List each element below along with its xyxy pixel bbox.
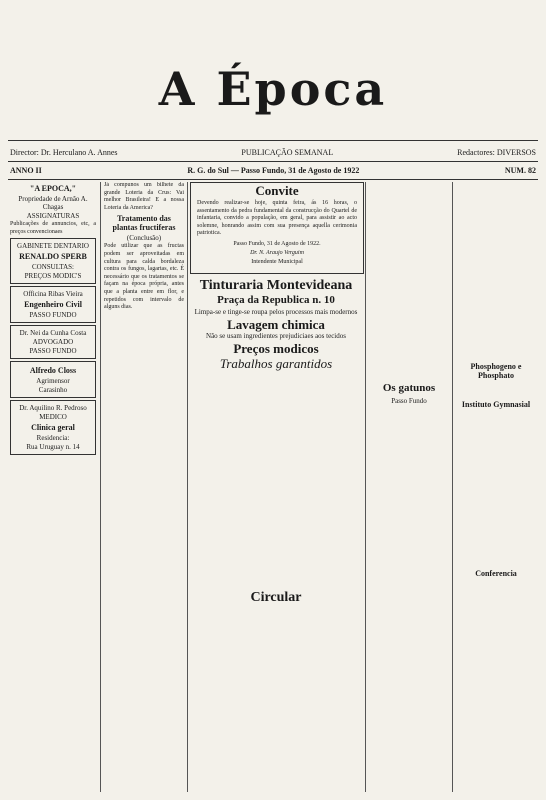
ad-doctor (10, 400, 96, 455)
gabinete: GABINETE DENTARIO (17, 242, 89, 251)
masthead-info (10, 148, 536, 160)
adv-role: ADVOGADO (32, 338, 74, 347)
medico: Dr. Aquilino R. Pedroso (19, 404, 87, 413)
anno: ANNO II (10, 166, 42, 175)
newspaper-title: A Época (158, 62, 388, 116)
circular-title: Circular (250, 590, 302, 605)
passo-fundo-2: PASSO FUNDO (29, 347, 77, 356)
column-divider (100, 182, 101, 792)
convite-box (190, 182, 364, 274)
publication-type: PUBLICAÇÃO SEMANAL (241, 148, 334, 157)
tratamento-sub: (Conclusão) (126, 234, 162, 243)
agrimensor: Agrimensor (36, 377, 70, 386)
consultas: CONSULTAS: (32, 263, 74, 272)
divider (8, 140, 538, 141)
tratamento-body: Pode utilizar que as fructas podem ser aproveitadas em cultura para calda bordaleza contra os fungos, lagartas, etc. É necessário que os tratamentos se façam na época própria, antes que a planta entre em flor, e repetidos com intervalo de alguns dias. (104, 243, 184, 311)
masthead (0, 0, 546, 140)
column-divider (365, 182, 366, 792)
numero: NUM. 82 (504, 166, 536, 175)
masthead-info-2 (10, 166, 536, 178)
convite-sign: Dr. N. Araujo Verguim (250, 249, 304, 256)
circular-block (190, 590, 362, 610)
column-5 (456, 182, 536, 794)
convite-title: Convite (255, 183, 299, 198)
ad-surveyor (10, 361, 96, 398)
officina: Officina Ribas Vieira (23, 290, 83, 299)
director: Director: Dr. Herculano A. Annes (10, 148, 118, 157)
assinaturas: ASSIGNATURAS (26, 212, 80, 220)
tinturaria-line5: Trabalhos garantidos (219, 356, 333, 371)
place-date: R. G. do Sul — Passo Fundo, 31 de Agosto de 1922 (187, 166, 360, 175)
pubs: Publicações de annuncios, etc, a preços convencionaes (10, 221, 96, 235)
tinturaria-name: Tinturaria Montevideana (199, 278, 353, 293)
convite-text: Devendo realizar-se hoje, quinta feira, ás 16 horas, o assentamento da pedra fundamental da construcção do Quartel de infantaria, convido a população, em geral, para assistir ao acto solemne, honrando assim com sua presença aquella cerimonia patriotica. (197, 200, 357, 236)
convite-date: Passo Fundo, 31 de Agosto de 1922. (233, 240, 321, 247)
column-1 (10, 182, 96, 794)
clinica: Clinica geral (31, 423, 75, 433)
engenheiro: Engenheiro Civil (24, 300, 82, 310)
conferencia-title: Conferencia (475, 569, 517, 578)
column-divider (187, 182, 188, 792)
rua: Rua Uruguay n. 14 (26, 443, 80, 452)
intro-text: Já compunos um bilhete da grande Loteria da Crus: Vai melhor Brasileira! E a nossa Loteria da America? (104, 182, 184, 211)
redactores: Redactores: DIVERSOS (457, 148, 536, 157)
tratamento-title: Tratamento das plantas fructiferas (112, 214, 176, 233)
tinturaria-line1: Limpa-se e tinge-se roupa pelos processos mais modernos (194, 308, 358, 316)
phosphato-title: Phosphogeno e Phosphato (470, 362, 522, 380)
dentist-name: RENALDO SPERB (19, 252, 87, 262)
divider (8, 179, 538, 180)
residencia: Residencia: (36, 434, 70, 443)
adv-name: Dr. Nei da Cunha Costa (19, 329, 87, 338)
column-4 (369, 182, 449, 794)
medico-role: MEDICO (39, 413, 67, 422)
convite-role: Intendente Municipal (251, 258, 303, 265)
ad-dentist (10, 238, 96, 284)
ad-engineer (10, 286, 96, 323)
tinturaria-addr: Praça da Republica n. 10 (217, 294, 335, 306)
divider (8, 161, 538, 162)
passo-fundo-1: PASSO FUNDO (29, 311, 77, 320)
instituto-title: Instituto Gymnasial (461, 400, 531, 409)
ads-header: "A EPOCA," (29, 184, 77, 193)
tinturaria-line4: Preços modicos (233, 341, 319, 356)
column-divider (452, 182, 453, 792)
col4-header: Passo Fundo (391, 397, 427, 405)
precos: PREÇOS MODIC'S (24, 272, 82, 281)
ad-lawyer (10, 325, 96, 359)
tinturaria-ad (190, 278, 362, 438)
tinturaria-line2: Lavagem chimica (227, 317, 325, 332)
alfredo: Alfredo Closs (29, 366, 77, 376)
tinturaria-line3: Não se usam ingredientes prejudiciaes aos tecidos (206, 332, 346, 340)
carasinho: Carasinho (38, 386, 68, 395)
column-2 (104, 182, 184, 794)
gatunos-title: Os gatunos (382, 382, 436, 394)
ads-sub: Propriedade de Arnão A. Chagas (18, 195, 88, 211)
